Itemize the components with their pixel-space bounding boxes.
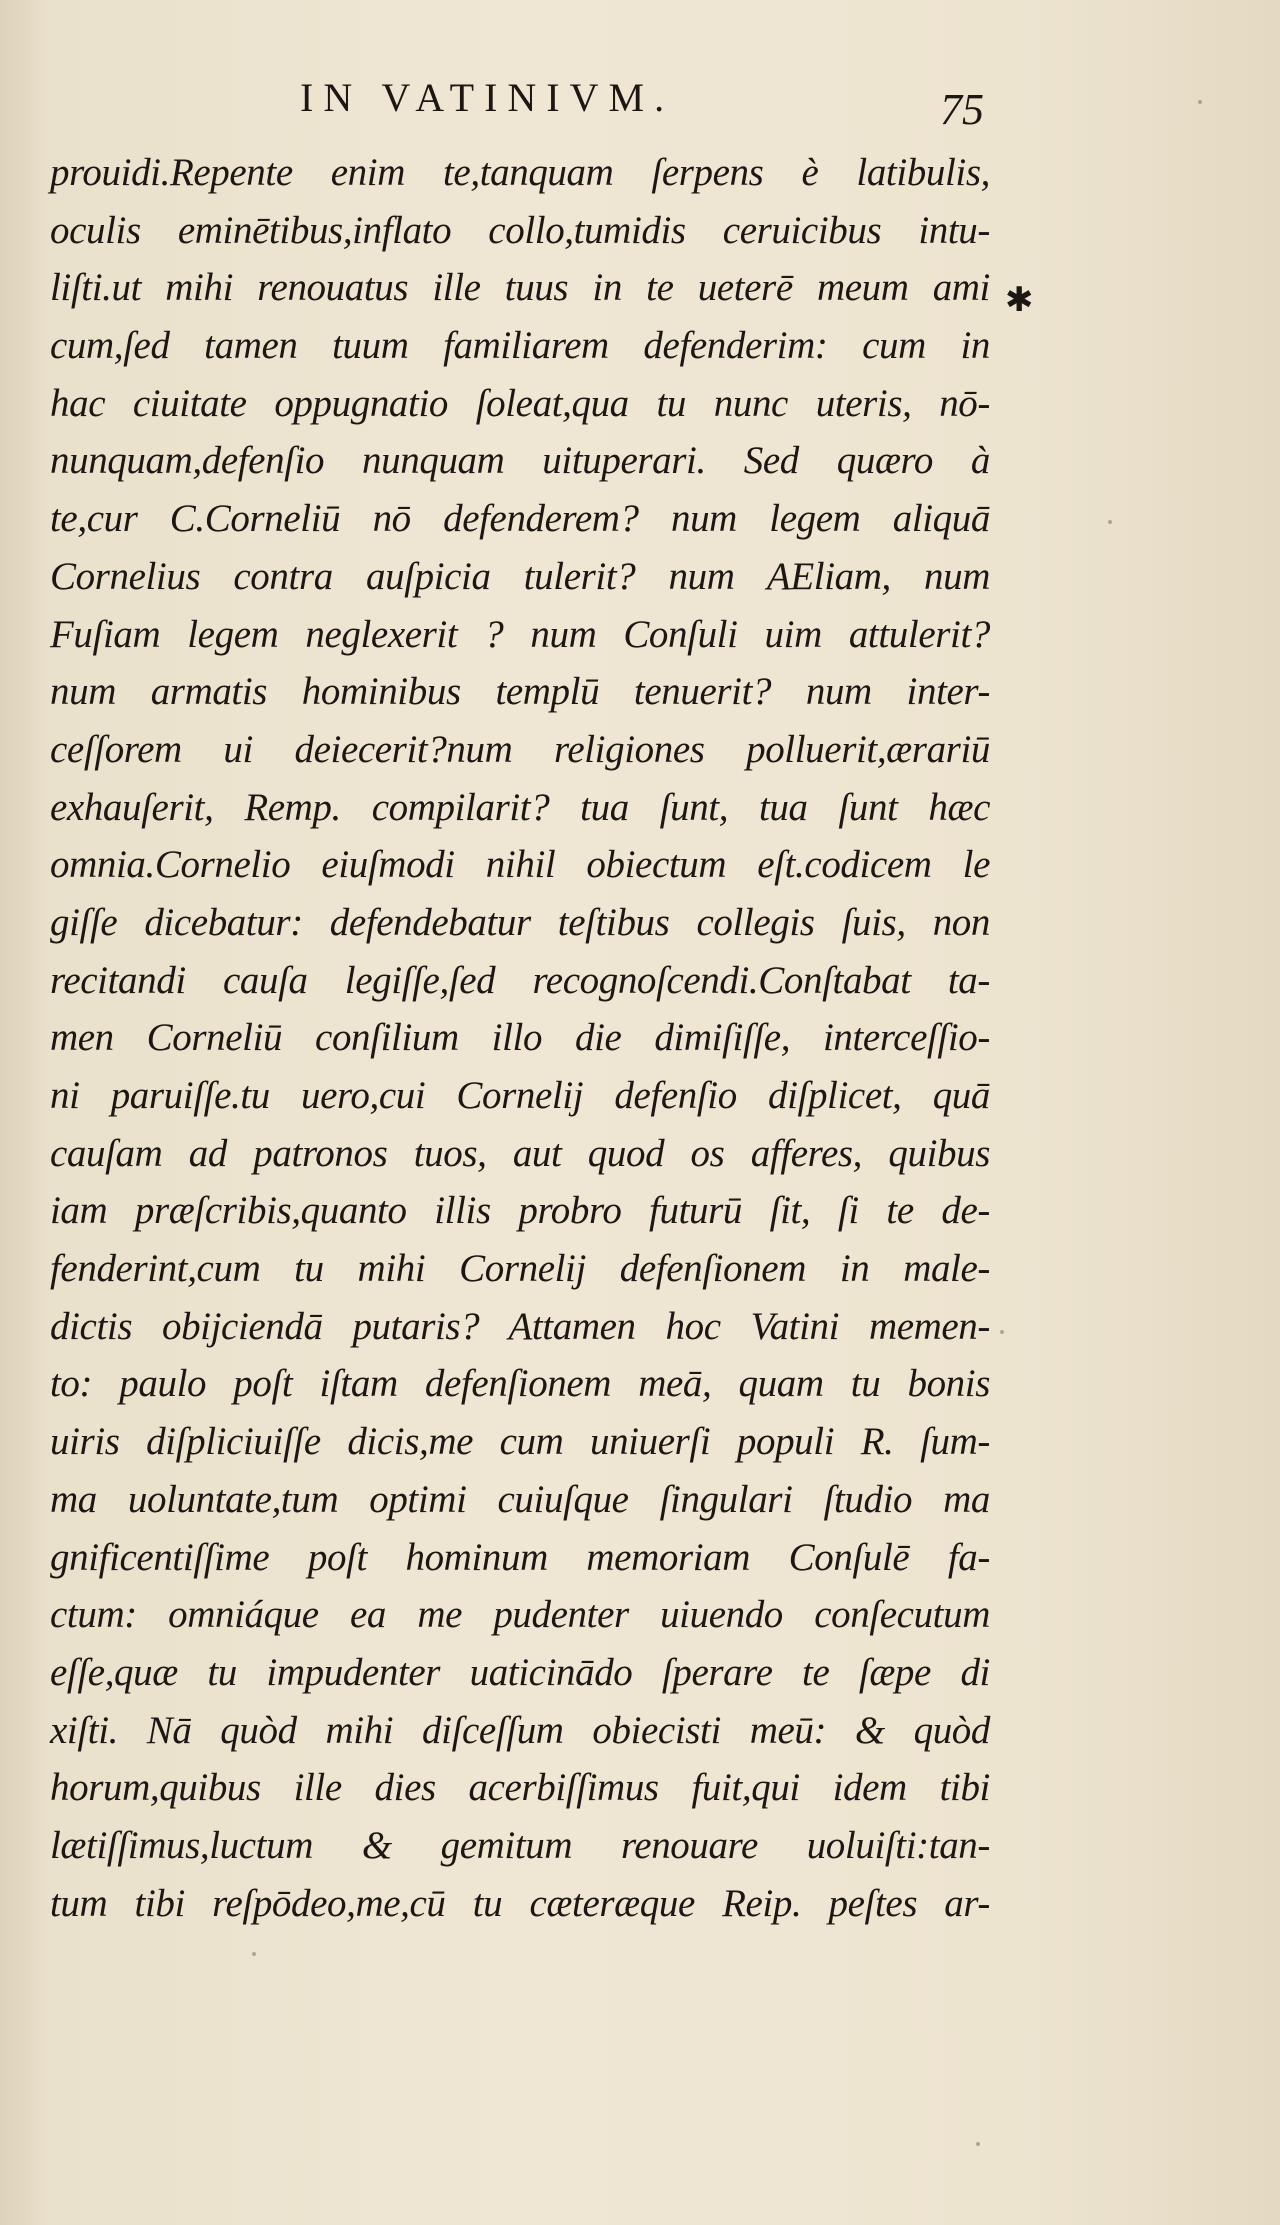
- text-line: nunquam,defenſio nunquam uituperari. Sed quæro à: [50, 439, 990, 483]
- text-line: fenderint,cum tu mihi Cornelij defenſionem in male-: [50, 1247, 990, 1291]
- text-line: lætiſſimus,luctum & gemitum renouare uoluiſti:tan-: [50, 1823, 990, 1867]
- text-line: eſſe,quæ tu impudenter uaticinādo ſperare te ſæpe di: [50, 1650, 990, 1694]
- text-line: dictis obijciendā putaris? Attamen hoc Vatini memen-: [50, 1304, 990, 1348]
- text-line: liſti.ut mihi renouatus ille tuus in te ueterē meum ami: [50, 266, 990, 310]
- text-line: tum tibi reſpōdeo,me,cū tu cæteræque Reip. peſtes ar-: [50, 1881, 990, 1925]
- text-line: cum,ſed tamen tuum familiarem defenderim: cum in: [50, 324, 990, 368]
- text-line: oculis eminētibus,inflato collo,tumidis ceruicibus intu-: [50, 208, 990, 252]
- paper-speck: [1000, 1330, 1004, 1334]
- paper-speck: [252, 1952, 256, 1956]
- text-line: giſſe dicebatur: defendebatur teſtibus collegis ſuis, non: [50, 900, 990, 944]
- text-line: uiris diſpliciuiſſe dicis,me cum uniuerſi populi R. ſum-: [50, 1420, 990, 1464]
- text-line: Cornelius contra auſpicia tulerit? num AEliam, num: [50, 554, 990, 598]
- text-line: gnificentiſſime poſt hominum memoriam Conſulē fa-: [50, 1535, 990, 1579]
- page-number: 75: [940, 85, 984, 134]
- text-line: hac ciuitate oppugnatio ſoleat,qua tu nunc uteris, nō-: [50, 381, 990, 425]
- text-line: omnia.Cornelio eiuſmodi nihil obiectum eſt.codicem le: [50, 843, 990, 887]
- paper-speck: [976, 2142, 980, 2146]
- text-line: ctum: omniáque ea me pudenter uiuendo conſecutum: [50, 1593, 990, 1637]
- text-line: cauſam ad patronos tuos, aut quod os afferes, quibus: [50, 1131, 990, 1175]
- text-line: xiſti. Nā quòd mihi diſceſſum obiecisti meū: & quòd: [50, 1708, 990, 1752]
- text-line: iam præſcribis,quanto illis probro futurū ſit, ſi te de-: [50, 1189, 990, 1233]
- running-head: IN VATINIVM.: [300, 75, 675, 120]
- text-line: horum,quibus ille dies acerbiſſimus fuit,qui idem tibi: [50, 1766, 990, 1810]
- paper-speck: [1108, 520, 1112, 524]
- text-line: ma uoluntate,tum optimi cuiuſque ſingulari ſtudio ma: [50, 1477, 990, 1521]
- text-line: recitandi cauſa legiſſe,ſed recognoſcendi.Conſtabat ta-: [50, 958, 990, 1002]
- text-line: men Corneliū conſilium illo die dimiſiſſe, interceſſio-: [50, 1016, 990, 1060]
- text-line: ceſſorem ui deiecerit?num religiones polluerit,ærariū: [50, 727, 990, 771]
- text-line: te,cur C.Corneliū nō defenderem? num legem aliquā: [50, 497, 990, 541]
- text-line: num armatis hominibus templū tenuerit? num inter-: [50, 670, 990, 714]
- text-line: Fuſiam legem neglexerit ? num Conſuli uim attulerit?: [50, 612, 990, 656]
- marginal-note-mark: ✱: [1005, 280, 1034, 320]
- body-text: [50, 144, 990, 1932]
- paper-speck: [1198, 100, 1202, 104]
- text-line: prouidi.Repente enim te,tanquam ſerpens è latibulis,: [50, 151, 990, 194]
- text-line: ni paruiſſe.tu uero,cui Cornelij defenſio diſplicet, quā: [50, 1074, 990, 1117]
- text-line: exhauſerit, Remp. compilarit? tua ſunt, tua ſunt hæc: [50, 785, 990, 829]
- text-line: to: paulo poſt iſtam defenſionem meā, quam tu bonis: [50, 1362, 990, 1406]
